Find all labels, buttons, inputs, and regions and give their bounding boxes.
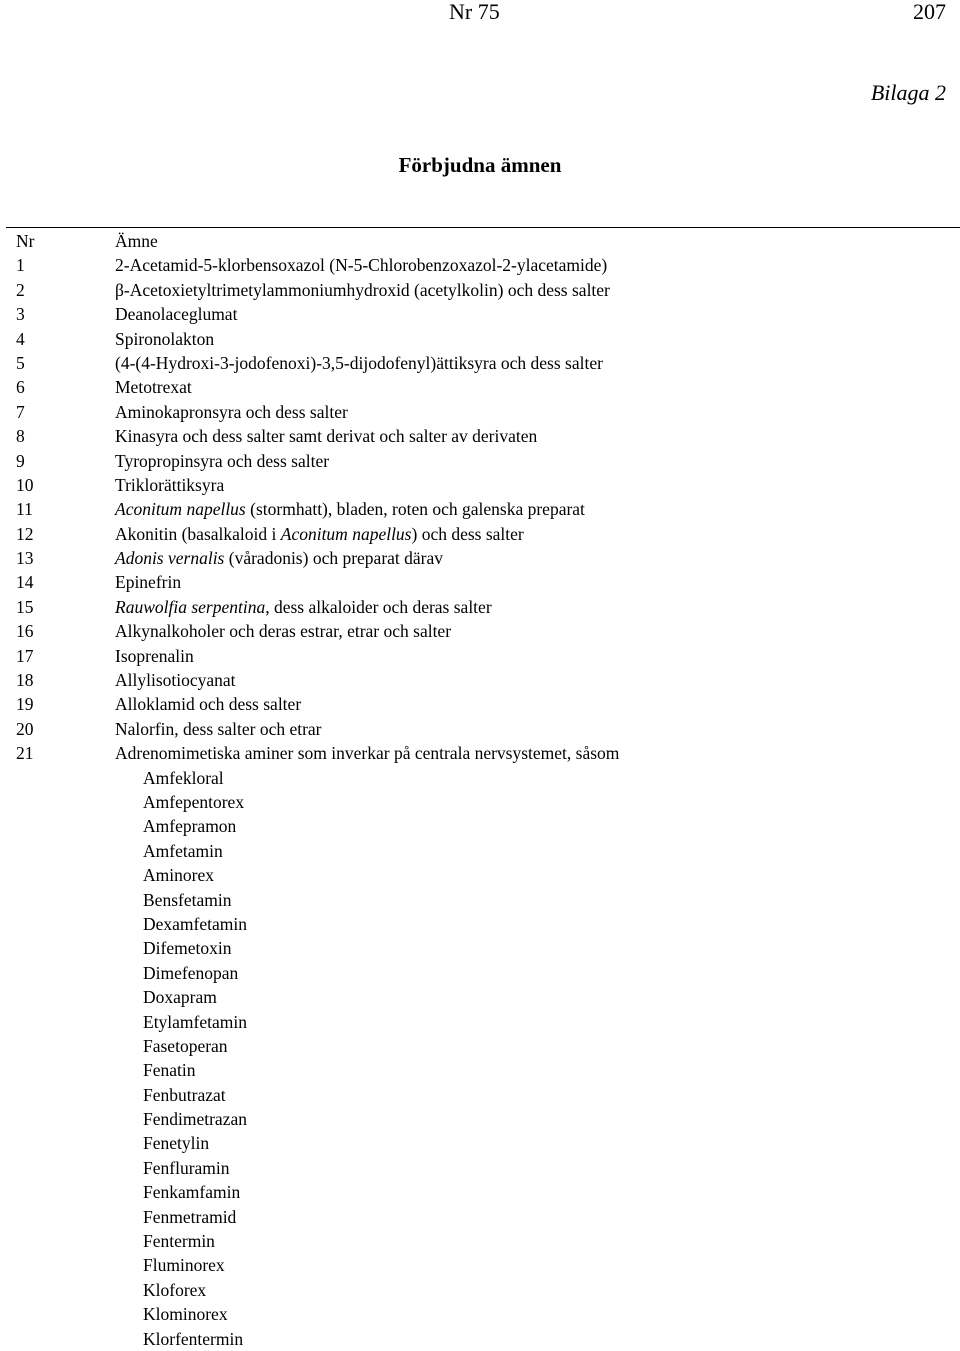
item-number: 9 bbox=[16, 450, 25, 471]
sublist-item bbox=[0, 1010, 960, 1034]
sublist-substance: Klominorex bbox=[143, 1304, 228, 1325]
page-header-issue: Nr 75 bbox=[449, 0, 500, 24]
species-name: Adonis vernalis bbox=[115, 548, 225, 569]
table-row bbox=[0, 449, 960, 473]
item-number: 14 bbox=[16, 572, 34, 593]
sublist-substance: Fluminorex bbox=[143, 1255, 225, 1276]
item-number: 18 bbox=[16, 670, 34, 691]
item-substance: Tyropropinsyra och dess salter bbox=[115, 450, 330, 471]
sublist-substance: Fenmetramid bbox=[143, 1206, 237, 1227]
sublist-item bbox=[0, 936, 960, 960]
sublist-item bbox=[0, 1205, 960, 1229]
item-substance: 2-Acetamid-5-klorbensoxazol (N-5-Chlorobenzoxazol-2-ylacetamide) bbox=[115, 255, 608, 276]
sublist-substance: Fasetoperan bbox=[143, 1035, 228, 1056]
substance-text: (stormhatt), bladen, roten och galenska preparat bbox=[245, 499, 585, 520]
sublist-substance: Amfepentorex bbox=[143, 791, 245, 812]
sublist-substance: Fentermin bbox=[143, 1231, 215, 1252]
item-number: 1 bbox=[16, 255, 25, 276]
sublist-substance: Fenfluramin bbox=[143, 1157, 230, 1178]
table-row bbox=[0, 497, 960, 521]
table-row bbox=[0, 375, 960, 399]
item-substance: Triklorättiksyra bbox=[115, 474, 225, 495]
table-row bbox=[0, 692, 960, 716]
item-number: 19 bbox=[16, 694, 34, 715]
sublist-substance: Bensfetamin bbox=[143, 889, 232, 910]
sublist-item bbox=[0, 1229, 960, 1253]
item-number: 20 bbox=[16, 718, 34, 739]
item-number: 2 bbox=[16, 279, 25, 300]
table-row bbox=[0, 644, 960, 668]
item-number: 16 bbox=[16, 621, 34, 642]
sublist-item bbox=[0, 839, 960, 863]
sublist-substance: Amfetamin bbox=[143, 840, 223, 861]
appendix-label: Bilaga 2 bbox=[870, 80, 946, 105]
sublist-substance: Aminorex bbox=[143, 865, 214, 886]
sublist-substance: Amfepramon bbox=[143, 816, 237, 837]
sublist-substance: Kloforex bbox=[143, 1279, 207, 1300]
sublist-substance: Etylamfetamin bbox=[143, 1011, 247, 1032]
item-number: 21 bbox=[16, 743, 34, 764]
item-substance: Deanolaceglumat bbox=[115, 304, 238, 325]
table-row bbox=[0, 595, 960, 619]
item-substance: Aminokapronsyra och dess salter bbox=[115, 401, 348, 422]
item-number: 6 bbox=[16, 377, 25, 398]
sublist-substance: Klorfentermin bbox=[143, 1328, 244, 1349]
table-row bbox=[0, 351, 960, 375]
sublist-substance: Fenatin bbox=[143, 1060, 196, 1081]
species-name: Rauwolfia serpentina bbox=[115, 596, 266, 617]
sublist-item bbox=[0, 1327, 960, 1351]
table-row bbox=[0, 570, 960, 594]
sublist-item bbox=[0, 814, 960, 838]
sublist-substance: Fenkamfamin bbox=[143, 1182, 241, 1203]
item-substance: Kinasyra och dess salter samt derivat och salter av derivaten bbox=[115, 426, 538, 447]
sublist-substance: Dimefenopan bbox=[143, 962, 239, 983]
table-row bbox=[0, 424, 960, 448]
sublist-item bbox=[0, 863, 960, 887]
sublist-item bbox=[0, 1278, 960, 1302]
table-row bbox=[0, 278, 960, 302]
sublist-substance: Fendimetrazan bbox=[143, 1109, 247, 1130]
sublist-item bbox=[0, 1180, 960, 1204]
substance-text: , dess alkaloider och deras salter bbox=[265, 596, 492, 617]
item-substance: β-Acetoxietyltrimetylammoniumhydroxid (acetylkolin) och dess salter bbox=[115, 279, 610, 300]
table-row bbox=[0, 400, 960, 424]
item-substance: (4-(4-Hydroxi-3-jodofenoxi)-3,5-dijodofenyl)ättiksyra och dess salter bbox=[115, 352, 603, 373]
item-substance: Epinefrin bbox=[115, 572, 182, 593]
substance-text: ) och dess salter bbox=[411, 523, 524, 544]
item-number: 4 bbox=[16, 328, 25, 349]
sublist-item bbox=[0, 1253, 960, 1277]
item-substance: Alloklamid och dess salter bbox=[115, 694, 302, 715]
item-substance bbox=[115, 595, 492, 619]
sublist-item bbox=[0, 985, 960, 1009]
sublist-substance: Fenbutrazat bbox=[143, 1084, 226, 1105]
page-number: 207 bbox=[913, 0, 946, 24]
item-substance: Metotrexat bbox=[115, 377, 192, 398]
column-header-nr: Nr bbox=[16, 231, 35, 251]
sublist-item bbox=[0, 1034, 960, 1058]
table-row bbox=[0, 741, 960, 765]
column-header-amne: Ämne bbox=[115, 231, 158, 251]
table-row bbox=[0, 473, 960, 497]
sublist-item bbox=[0, 1058, 960, 1082]
table-row bbox=[0, 619, 960, 643]
item-number: 7 bbox=[16, 401, 25, 422]
table-row bbox=[0, 717, 960, 741]
sublist-item bbox=[0, 766, 960, 790]
substance-table bbox=[0, 229, 960, 1351]
item-number: 5 bbox=[16, 352, 25, 373]
sublist-substance: Doxapram bbox=[143, 987, 217, 1008]
sublist-item bbox=[0, 1302, 960, 1326]
item-substance bbox=[115, 497, 585, 521]
document-title: Förbjudna ämnen bbox=[398, 153, 562, 177]
table-top-rule bbox=[6, 227, 960, 228]
table-row bbox=[0, 253, 960, 277]
item-substance: Spironolakton bbox=[115, 328, 215, 349]
sublist-item bbox=[0, 790, 960, 814]
sublist-item bbox=[0, 1131, 960, 1155]
item-number: 15 bbox=[16, 596, 34, 617]
item-substance: Adrenomimetiska aminer som inverkar på centrala nervsystemet, såsom bbox=[115, 743, 620, 764]
sublist-item bbox=[0, 1156, 960, 1180]
substance-text: Akonitin (basalkaloid i bbox=[115, 523, 281, 544]
item-substance: Nalorfin, dess salter och etrar bbox=[115, 718, 322, 739]
table-row bbox=[0, 327, 960, 351]
table-row bbox=[0, 546, 960, 570]
table-header-row bbox=[0, 229, 960, 253]
species-name: Aconitum napellus bbox=[115, 499, 246, 520]
item-substance: Isoprenalin bbox=[115, 645, 194, 666]
sublist-substance: Difemetoxin bbox=[143, 938, 232, 959]
item-substance: Allylisotiocyanat bbox=[115, 670, 236, 691]
species-name: Aconitum napellus bbox=[280, 523, 412, 544]
item-substance: Alkynalkoholer och deras estrar, etrar och salter bbox=[115, 621, 452, 642]
item-number: 10 bbox=[16, 474, 34, 495]
item-number: 3 bbox=[16, 304, 25, 325]
substance-text: (våradonis) och preparat därav bbox=[224, 548, 444, 569]
sublist-item bbox=[0, 888, 960, 912]
table-row bbox=[0, 302, 960, 326]
item-number: 12 bbox=[16, 523, 34, 544]
sublist-item bbox=[0, 1107, 960, 1131]
sublist-substance: Fenetylin bbox=[143, 1133, 210, 1154]
sublist-item bbox=[0, 961, 960, 985]
item-number: 8 bbox=[16, 426, 25, 447]
item-number: 11 bbox=[16, 499, 33, 520]
item-number: 17 bbox=[16, 645, 34, 666]
table-row bbox=[0, 522, 960, 546]
item-substance bbox=[115, 546, 443, 570]
sublist-item bbox=[0, 1083, 960, 1107]
sublist-item bbox=[0, 912, 960, 936]
sublist-substance: Amfekloral bbox=[143, 767, 224, 788]
item-substance bbox=[115, 522, 524, 546]
table-row bbox=[0, 668, 960, 692]
sublist-substance: Dexamfetamin bbox=[143, 913, 247, 934]
item-number: 13 bbox=[16, 548, 34, 569]
